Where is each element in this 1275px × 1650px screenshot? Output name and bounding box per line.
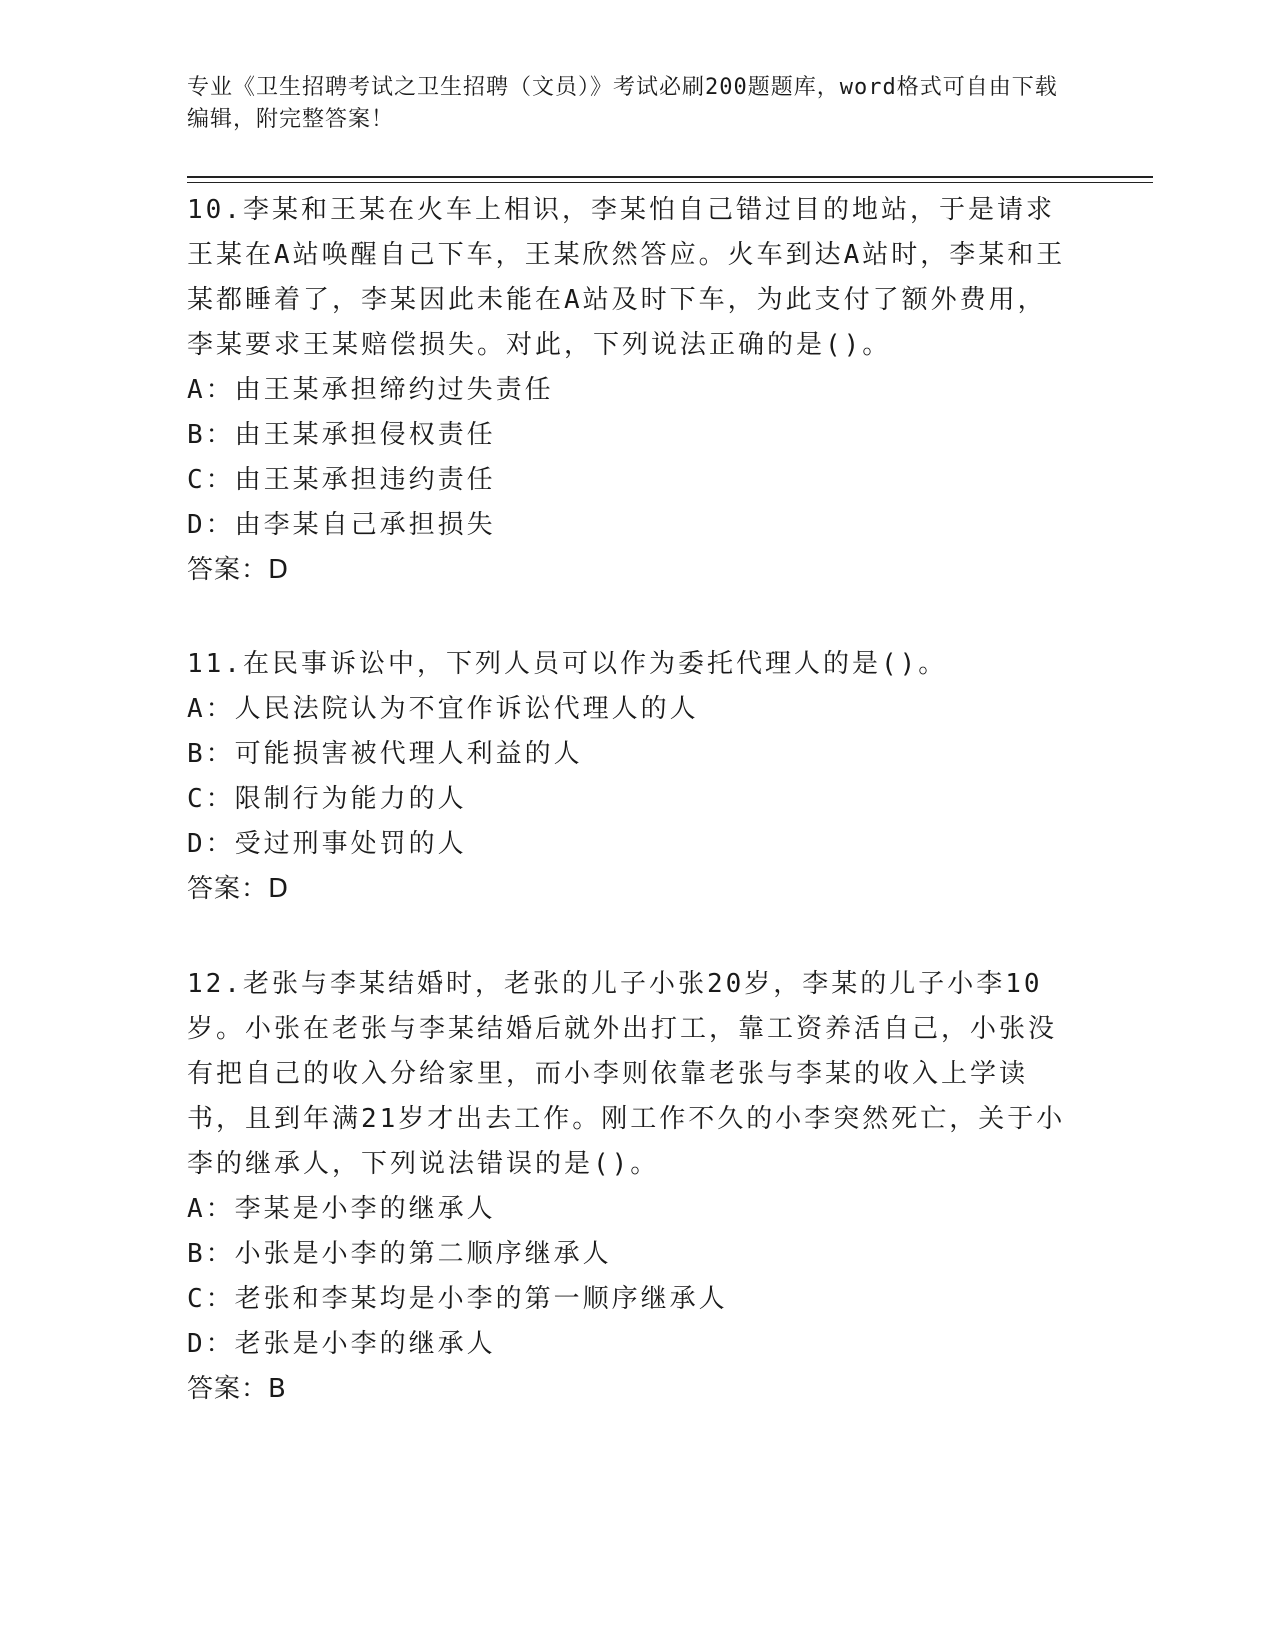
question-stem: 10.李某和王某在火车上相识，李某怕自己错过目的地站，于是请求王某在A站唤醒自己下车，王某欣然答应。火车到达A站时，李某和王某都睡着了，李某因此未能在A站及时下车，为此支付了额外费用，李某要求王某赔偿损失。对此，下列说法正确的是()。 [187,195,1066,360]
answer: 答案：D [187,555,290,585]
option-d: D：受过刑事处罚的人 [187,829,467,859]
option-b: B：由王某承担侵权责任 [187,420,496,450]
answer: 答案：B [187,1374,287,1404]
option-b: B：小张是小李的第二顺序继承人 [187,1239,612,1269]
question-10 [187,188,1087,593]
header-divider-thick [187,176,1153,178]
option-d: D：老张是小李的继承人 [187,1329,496,1359]
option-d: D：由李某自己承担损失 [187,510,496,540]
question-stem: 12.老张与李某结婚时，老张的儿子小张20岁，李某的儿子小李10岁。小张在老张与李某结婚后就外出打工，靠工资养活自己，小张没有把自己的收入分给家里，而小李则依靠老张与李某的收入上学读书，且到年满21岁才出去工作。刚工作不久的小李突然死亡，关于小李的继承人，下列说法错误的是()。 [187,969,1066,1179]
option-b: B：可能损害被代理人利益的人 [187,739,583,769]
option-c: C：老张和李某均是小李的第一顺序继承人 [187,1284,728,1314]
option-c: C：限制行为能力的人 [187,784,467,814]
answer: 答案：D [187,874,290,904]
option-c: C：由王某承担违约责任 [187,465,496,495]
document-header: 专业《卫生招聘考试之卫生招聘（文员）》考试必刷200题题库，word格式可自由下载编辑，附完整答案！ [187,75,1058,132]
option-a: A：人民法院认为不宜作诉讼代理人的人 [187,694,699,724]
option-a: A：由王某承担缔约过失责任 [187,375,554,405]
option-a: A：李某是小李的继承人 [187,1194,496,1224]
question-11 [187,642,1087,912]
header-divider-thin [187,182,1153,183]
question-12 [187,962,1087,1412]
question-stem: 11.在民事诉讼中，下列人员可以作为委托代理人的是()。 [187,649,948,679]
